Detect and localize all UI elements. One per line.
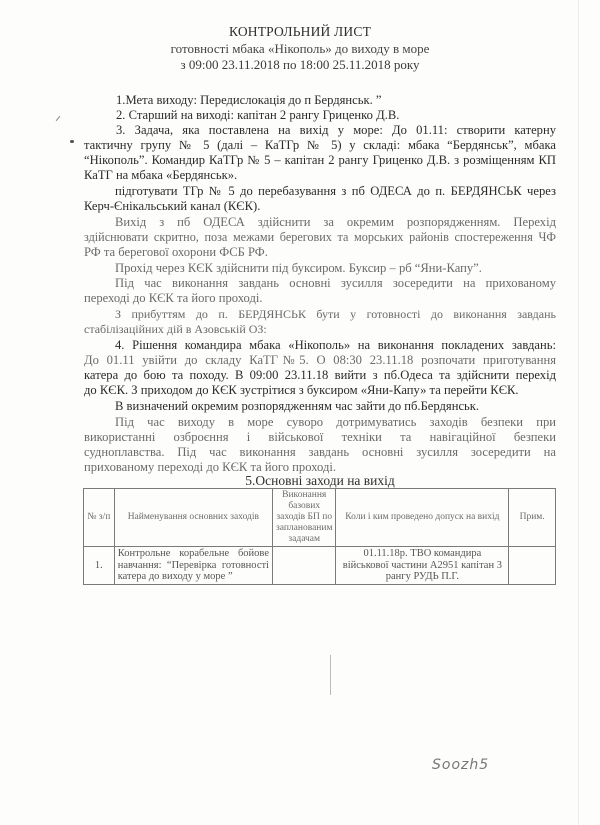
paragraph-line: Під час виконання завдань основні зусилля зосередити на прихованому bbox=[115, 276, 556, 290]
column-header-admission: Коли і ким проведено допуск на вихід bbox=[336, 489, 509, 547]
pen-mark bbox=[70, 140, 74, 143]
column-header-bp: Виконання базових заходів БП по запланованим задачам bbox=[272, 489, 335, 547]
page-edge bbox=[578, 0, 579, 825]
document-title: КОНТРОЛЬНИЙ ЛИСТ bbox=[228, 24, 372, 39]
measures-table bbox=[83, 488, 556, 585]
pen-mark bbox=[330, 655, 331, 695]
paragraph-line: судноплавства. Під час виконання завдань основні зусилля зосередити на bbox=[84, 445, 556, 459]
row-note bbox=[509, 547, 556, 585]
paragraph-line: В визначений окремим розпорядженням час зайти до пб.Бердянськ. bbox=[115, 399, 480, 413]
column-header-name: Найменування основних заходів bbox=[114, 489, 272, 547]
paragraph-line: До 01.11 увійти до складу КаТГ№5. О 08:30 23.11.18 розпочати приготування bbox=[84, 353, 556, 367]
table-row bbox=[84, 547, 556, 585]
paragraph-line: Прохід через КЄК здійснити під буксиром. Буксир – рб “Яни-Капу”. bbox=[115, 261, 482, 275]
paragraph-line: переході до КЄК та його проході. bbox=[84, 291, 263, 305]
table-header-row bbox=[84, 489, 556, 547]
paragraph-line: Під час виходу в море суворо дотримуватись заходів безпеки при bbox=[115, 415, 556, 429]
document-period: з 09:00 23.11.2018 по 18:00 25.11.2018 року bbox=[180, 57, 420, 72]
row-bp bbox=[272, 547, 335, 585]
row-name: Контрольне корабельне бойове навчання: “Перевірка готовності катера до виходу у море ” bbox=[114, 547, 272, 585]
paragraph-line: Керч-Єнікальський канал (КЄК). bbox=[84, 199, 261, 213]
section-title: 5.Основні заходи на вихід bbox=[245, 473, 395, 488]
paragraph-line: 2. Старший на виході: капітан 2 рангу Гриценко Д.В. bbox=[116, 108, 400, 122]
paragraph-line: підготувати ТГр № 5 до перебазування з пб ОДЕСА до п. БЕРДЯНСЬК через bbox=[115, 184, 556, 198]
paragraph-line: 1.Мета виходу: Передислокація до п Бердянськ. ” bbox=[116, 93, 382, 107]
paragraph-line: використанні озброєння і військової техніки та навігаційної безпеки bbox=[84, 430, 556, 444]
paragraph-line: здійснювати скритно, поза межами берегових та морських районів спостереження ЧФ bbox=[84, 230, 556, 244]
row-number: 1. bbox=[84, 547, 115, 585]
paragraph-line: стабілізаційних дій в Азовській ОЗ: bbox=[84, 322, 267, 336]
document-subtitle: готовності мбака «Нікополь» до виходу в море bbox=[170, 41, 430, 56]
paragraph-line: “Нікополь”. Командир КаТГр № 5 – капітан 2 рангу Гриценко Д.В. з розміщенням КП bbox=[84, 153, 556, 167]
column-header-note: Прим. bbox=[509, 489, 556, 547]
paragraph-line: тактичну групу № 5 (далі – КаТГр № 5) у складі: мбака “Бердянськ”, мбака bbox=[84, 138, 556, 152]
paragraph-line: КаТГ на мбака «Бердянськ». bbox=[84, 168, 238, 182]
paragraph-line: прихованому переході до КЄК та його проході. bbox=[84, 460, 336, 474]
handwritten-mark: Soozh5 bbox=[432, 757, 490, 773]
paragraph-line: до КЄК. З приходом до КЄК зустрітися з буксиром «Яни-Капу» та перейти КЄК. bbox=[84, 383, 519, 397]
paragraph-line: Вихід з пб ОДЕСА здійснити за окремим розпорядженням. Перехід bbox=[115, 215, 556, 229]
row-admission: 01.11.18р. ТВО командира військової частини А2951 капітан 3 рангу РУДЬ П.Г. bbox=[336, 547, 509, 585]
paragraph-line: катера до бою та походу. В 09:00 23.11.18 вийти з пб.Одеса та здійснити перехід bbox=[84, 368, 556, 382]
paragraph-line: 4. Рішення командира мбака «Нікополь» на виконання покладених завдань: bbox=[115, 338, 556, 352]
paragraph-line: З прибуттям до п. БЕРДЯНСЬК бути у готовності до виконання завдань bbox=[115, 307, 556, 321]
column-header-number: № з/п bbox=[84, 489, 115, 547]
paragraph-line: 3. Задача, яка поставлена на вихід у море: До 01.11: створити катерну bbox=[116, 123, 556, 137]
paragraph-line: РФ та берегової охорони ФСБ РФ. bbox=[84, 245, 268, 259]
pen-mark bbox=[56, 116, 61, 121]
